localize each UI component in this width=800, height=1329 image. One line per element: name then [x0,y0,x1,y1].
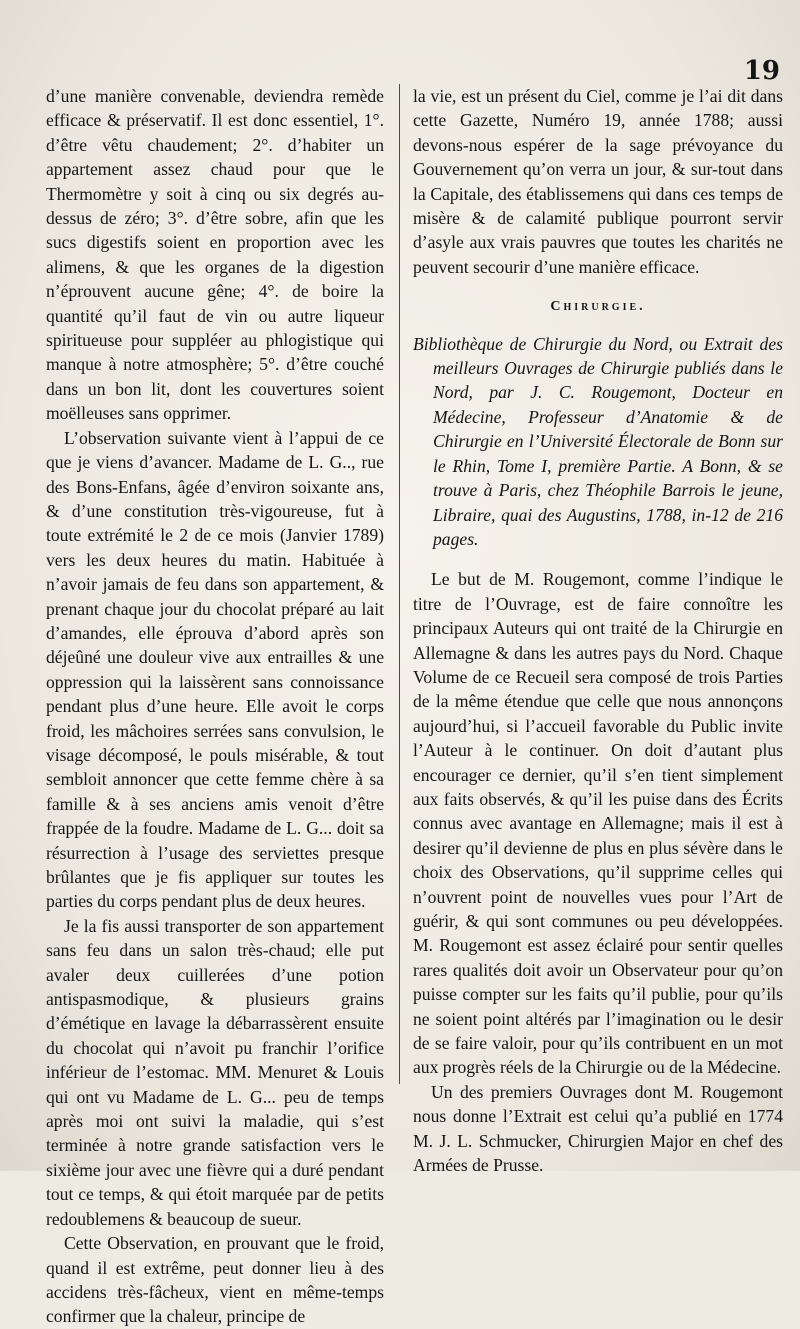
paragraph: Cette Observation, en prouvant que le froid, quand il est extrême, peut donner lieu à des accidens très-fâcheux, vient en même-temps confirmer que la chaleur, principe de [46,1233,384,1327]
paragraph: la vie, est un présent du Ciel, comme je l’ai dit dans cette Gazette, Numéro 19, année 1788; aussi devons-nous espérer de la sage prévoyance du Gouvernement qu’on verra un jour, & sur-tout dans la Capitale, des établissemens qui dans ces temps de misère & de calamité publique pourront servir d’asyle aux vrais pauvres que toutes les charités ne peuvent secourir d’une manière efficace. [413,86,783,277]
right-column [413,84,783,1177]
left-column [46,84,384,1329]
page-number: 19 [743,56,780,86]
column-divider [399,84,400,1084]
paragraph: Le but de M. Rougemont, comme l’indique le titre de l’Ouvrage, est de faire connoître les principaux Auteurs qui ont traité de la Chirurgie en Allemagne & dans les autres pays du Nord. Chaque Volume de ce Recueil sera composé de trois Parties de la même étendue que celle que nous annonçons aujourd’hui, si l’accueil favorable du Public invite l’Auteur à le continuer. On doit d’autant plus encourager ce dernier, qu’il s’en tient simplement aux faits observés, & qu’il les puise dans des Écrits connus avec avantage en Allemagne; mais il est à desirer qu’il devienne de plus en plus sévère dans le choix des Observations, qu’il supprime celles qui n’ouvrent point de nouvelles vues pour l’Art de guérir, & qui sont communes ou peu développées. M. Rougemont est assez éclairé pour sentir quelles rares qualités doit avoir un Observateur pour qu’on puisse compter sur les faits qu’il publie, pour qu’ils ne soient point altérés par l’imagination ou le desir de se faire valoir, pour qu’ils contribuent en un mot aux progrès réels de la Chirurgie ou de la Médecine. [413,569,783,1078]
paragraph: Un des premiers Ouvrages dont M. Rougemont nous donne l’Extrait est celui qu’a publié en 1774 M. J. L. Schmucker, Chirurgien Major en chef des Armées de Prusse. [413,1081,783,1176]
paragraph: L’observation suivante vient à l’appui de ce que je viens d’avancer. Madame de L. G.., rue des Bons-Enfans, âgée d’environ soixante ans, & d’une constitution très-vigoureuse, fut à toute extrémité le 2 de ce mois (Janvier 1789) vers les deux heures du matin. Habituée à n’avoir jamais de feu dans son appartement, & prenant chaque jour du chocolat préparé au lait d’amandes, elle éprouva d’abord après son déjeûné une douleur vive aux entrailles & une oppression qui la laissèrent sans connoissance pendant plus d’une heure. Elle avoit le corps froid, les mâchoires serrées sans convulsion, le visage décomposé, le pouls misérable, & tout sembloit annoncer que cette femme chère à sa famille & à ses anciens amis venoit d’être frappée de la foudre. Madame de L. G... doit sa résurrection à l’usage des serviettes presque brûlantes que je fis appliquer sur toutes les parties du corps pendant plus de deux heures. [46,427,384,912]
book-title: Bibliothèque de Chirurgie du Nord, ou Extrait des meilleurs Ouvrages de Chirurgie publiés dans le Nord, par J. C. Rougemont, Docteur en Médecine, Professeur d’Anatomie & de Chirurgie en l’Université Électorale de Bonn sur le Rhin, Tome I, première Partie. A Bonn, & se trouve à Paris, chez Théophile Barrois le jeune, Libraire, quai des Augustins, 1788, in-12 de 216 pages. [413,333,783,549]
paragraph: d’une manière convenable, deviendra remède efficace & préservatif. Il est donc essentiel, 1°. d’être vêtu chaudement; 2°. d’habiter un appartement assez chaud pour que le Thermomètre y soit à cinq ou six degrés au-dessus de zéro; 3°. d’être sobre, afin que les sucs digestifs soient en proportion avec les alimens, & que les organes de la digestion n’éprouvent aucune gêne; 4°. de boire la quantité qu’il faut de vin ou autre liqueur spiritueuse pour suppléer au phlogistique qui manque à notre atmosphère; 5°. d’être couché dans un bon lit, dont les couvertures soient moëlleuses sans opprimer. [46,86,384,424]
section-heading: Chirurgie. [550,299,646,315]
paragraph: Je la fis aussi transporter de son appartement sans feu dans un salon très-chaud; elle put avaler deux cuillerées d’une potion antispasmodique, & plusieurs grains d’émétique en lavage la débarrassèrent ensuite du chocolat qui n’avoit pu franchir l’orifice inférieur de l’estomac. MM. Menuret & Louis qui ont vu Madame de L. G... peu de temps après moi ont suivi la maladie, qui s’est terminée à notre grande satisfaction vers le sixième jour avec une fièvre qui a duré pendant tout ce temps, & qui étoit marquée par de petits redoublemens & beaucoup de sueur. [46,915,384,1229]
